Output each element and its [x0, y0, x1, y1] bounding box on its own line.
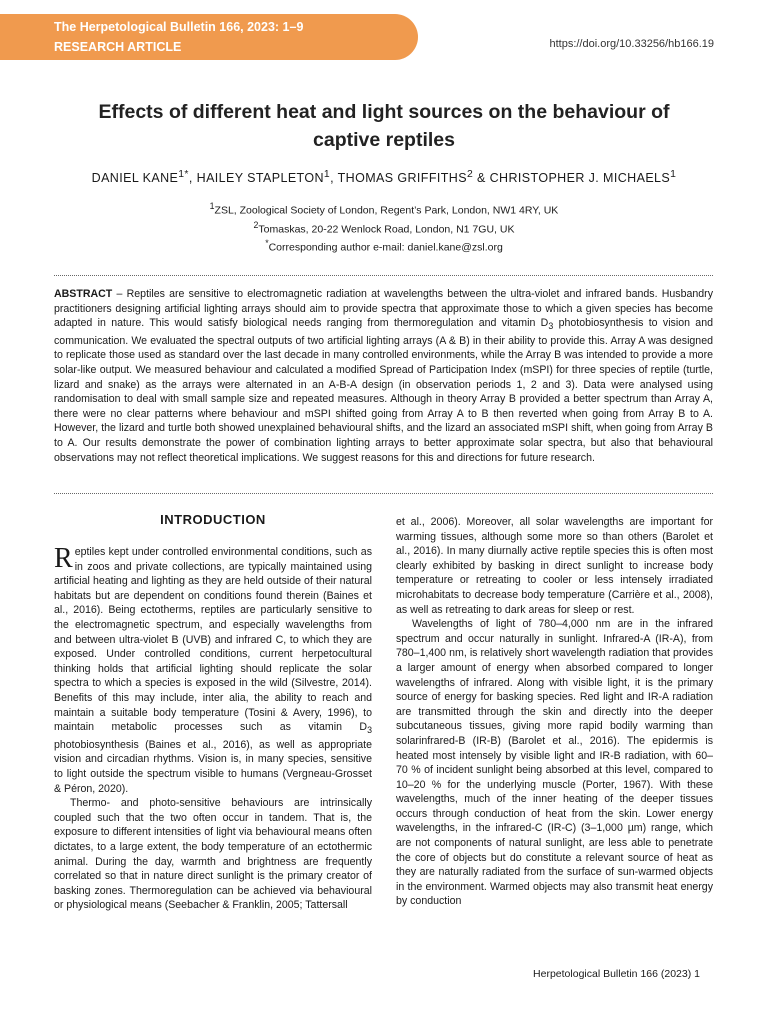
article-title — [60, 98, 708, 154]
author-name: HAILEY STAPLETON — [196, 171, 324, 186]
article-type: RESEARCH ARTICLE — [54, 40, 182, 54]
paragraph — [54, 545, 372, 796]
drop-cap: R — [54, 543, 73, 574]
affiliation-text: ZSL, Zoological Society of London, Regent’s Park, London, NW1 4RY, UK — [214, 204, 559, 217]
author-name: CHRISTOPHER J. MICHAELS — [489, 171, 671, 186]
title-line-1: Effects of different heat and light sources on the behaviour of — [98, 101, 670, 123]
corresponding-email[interactable]: Corresponding author e-mail: daniel.kane@zsl.org — [268, 241, 503, 254]
divider-bottom — [54, 493, 713, 494]
divider-top — [54, 275, 713, 276]
page-footer: Herpetological Bulletin 166 (2023) 1 — [533, 968, 700, 980]
affiliation-superscript: 1 — [209, 201, 215, 211]
section-heading-introduction: INTRODUCTION — [160, 512, 266, 527]
author-superscript: 2 — [466, 169, 474, 180]
abstract-text-2: photobiosynthesis to vision and communication. We evaluated the spectral outputs of two artificial lighting arrays (A & B) in their ability to provide this. Array A was designed to replicate those used as standard over the last decade in many controlled environments, while the Array B was intended to provide a more solar-like output. We measured behaviour and calculated a modified Spread of Participation Index (mSPI) for three species of reptile (turtle, lizard and snake) as the arrays were alternated in an A-B-A design (in observation periods 1, 2 and 3). Data were analysed using randomisation to deal with small sample size and repeated measures. Although in theory Array B provided a better spectrum than Array A, there were no clear patterns where behaviour and mSPI shifted going from Array A to B then reverted when going from Array B to A. However, the lizard and turtle both showed unexplained behavioural shifts, and the lizard an associated mSPI shift, when going from Array B to A. Our results demonstrate the power of combination lighting arrays to better approximate solar spectra, but also that behavioural observations may not reflect theoretical implications. We suggest reasons for this and directions for future research. — [54, 317, 713, 464]
affiliation-superscript: 2 — [253, 219, 259, 230]
journal-banner — [0, 14, 418, 60]
abstract-label: ABSTRACT — [54, 288, 113, 300]
paragraph-text: photobiosynthesis (Baines et al., 2016), as well as appropriate vision and circadian rhythms. Vision is, in many species, sensitive to light outside the spectrum visible to humans (Vergneau-Grosset & Péron, 2020). — [54, 738, 372, 795]
author-name: DANIEL KANE — [91, 171, 179, 186]
title-line-2: captive reptiles — [313, 129, 455, 151]
abstract — [54, 287, 713, 465]
paragraph: Thermo- and photo-sensitive behaviours are intrinsically coupled such that the two often occur in tandem. That is, the exposure to different intensities of light via behavioural means often dictates, to a large extent, the body temperature of an ectothermic animal. During the day, warmth and brightness are frequently correlated so that in nature direct sunlight is the primary creator of basking zones. Thermoregulation can be achieved via behavioural or physiological means (Seebacher & Franklin, 2005; Tattersall — [54, 797, 372, 912]
journal-citation: The Herpetological Bulletin 166, 2023: 1–9 — [54, 20, 304, 34]
affiliation-2 — [40, 218, 728, 237]
author-name: THOMAS GRIFFITHS — [337, 171, 467, 186]
abstract-text-1: – Reptiles are sensitive to electromagnetic radiation at wavelengths between the ultra-violet and infrared bands. Husbandry practitioners designing artificial lighting arrays should aim to provide spectra that approximate those to which a given species has become adapted in nature. This would satisfy biological needs ranging from thermoregulation and vitamin D — [54, 288, 713, 330]
paragraph-subscript: 3 — [367, 725, 372, 736]
paragraph-text: eptiles kept under controlled environmental conditions, such as in zoos and private collections, are typically maintained using artificial heating and lighting as they are held outside of their natural habitats but are dependent on conditions found therein (Baines et al., 2016). Being ectotherms, reptiles are particularly sensitive to the electromagnetic spectrum, and especially wavelengths from and between ultra-violet B (UVB) and infrared C, to which they are exposed. Under controlled conditions, current herpetocultural thinking holds that artificial lighting should replicate the solar spectra to which a species is exposed in the wild (Silvestre, 2014). Benefits of this may include, inter alia, the ability to reach and maintain a suitable body temperature (Tosini & Avery, 1996), to maintain metabolic processes such as vitamin D — [54, 546, 372, 734]
paragraph: et al., 2006). Moreover, all solar wavelengths are important for warming tissues, although some more so than others (Barolet et al., 2016). In many diurnally active reptile species this is often most clearly exhibited by basking in direct sunlight to increase body temperature or retreating to cooler or less intensely irradiated microhabitats to decrease body temperature (Carrière et al., 2008), as well as retreating to dark areas for sleep or rest. — [396, 516, 713, 616]
author-superscript: 1 — [323, 169, 331, 180]
author-list: DANIEL $KANE^{1*}$, HAILEY STAPLETON$^1$, THOMAS GRIFFITHS$^2$ & CHRISTOPHER J. MICHAELS$^1$ — [91, 169, 677, 186]
affiliation-1 — [40, 199, 728, 218]
corresponding-superscript: * — [265, 238, 269, 248]
corresponding-author — [40, 238, 728, 254]
author-superscript: 1 — [670, 169, 677, 180]
affiliation-text: Tomaskas, 20-22 Wenlock Road, London, N1 7GU, UK — [258, 223, 515, 235]
paragraph: Wavelengths of light of 780–4,000 nm are in the infrared spectrum and occur naturally in sunlight. Infrared-A (IR-A), from 780–1,400 nm, is relatively short wavelength radiation that provides a larger amount of energy when absorbed compared to longer wavelengths of infrared. Along with visible light, it is the primary source of energy for basking species. Red light and IR-A radiation are transmitted through the skin and directly into the deeper subcutaneous tissues, giving more rapid bodily warming than solarinfrared-B (IR-B) (Barolet et al., 2016). The epidermis is heated most intensely by visible light and IR-B radiation, with 60–70 % of incident sunlight being absorbed at this level, compared to 10–20 % for the underlying muscle (Porter, 1967). With these wavelengths, much of the inner heating of the deeper tissues occurs through conduction of heat from the skin. Lower energy wavelengths, in the infrared-C (IR-C) (3–1,000 µm) range, which are not components of natural sunlight, are less able to penetrate the core of objects but do constitute a relevant source of heat as they are naturally radiated from the surface of sun-warmed objects in the environment. Warmed objects may also transmit heat energy by conduction — [396, 618, 713, 908]
abstract-subscript: 3 — [548, 321, 554, 332]
author-superscript: 1* — [178, 169, 189, 180]
doi-link[interactable]: https://doi.org/10.33256/hb166.19 — [549, 38, 714, 50]
column-left — [54, 545, 372, 913]
column-right — [396, 515, 713, 909]
affiliations — [40, 199, 728, 236]
